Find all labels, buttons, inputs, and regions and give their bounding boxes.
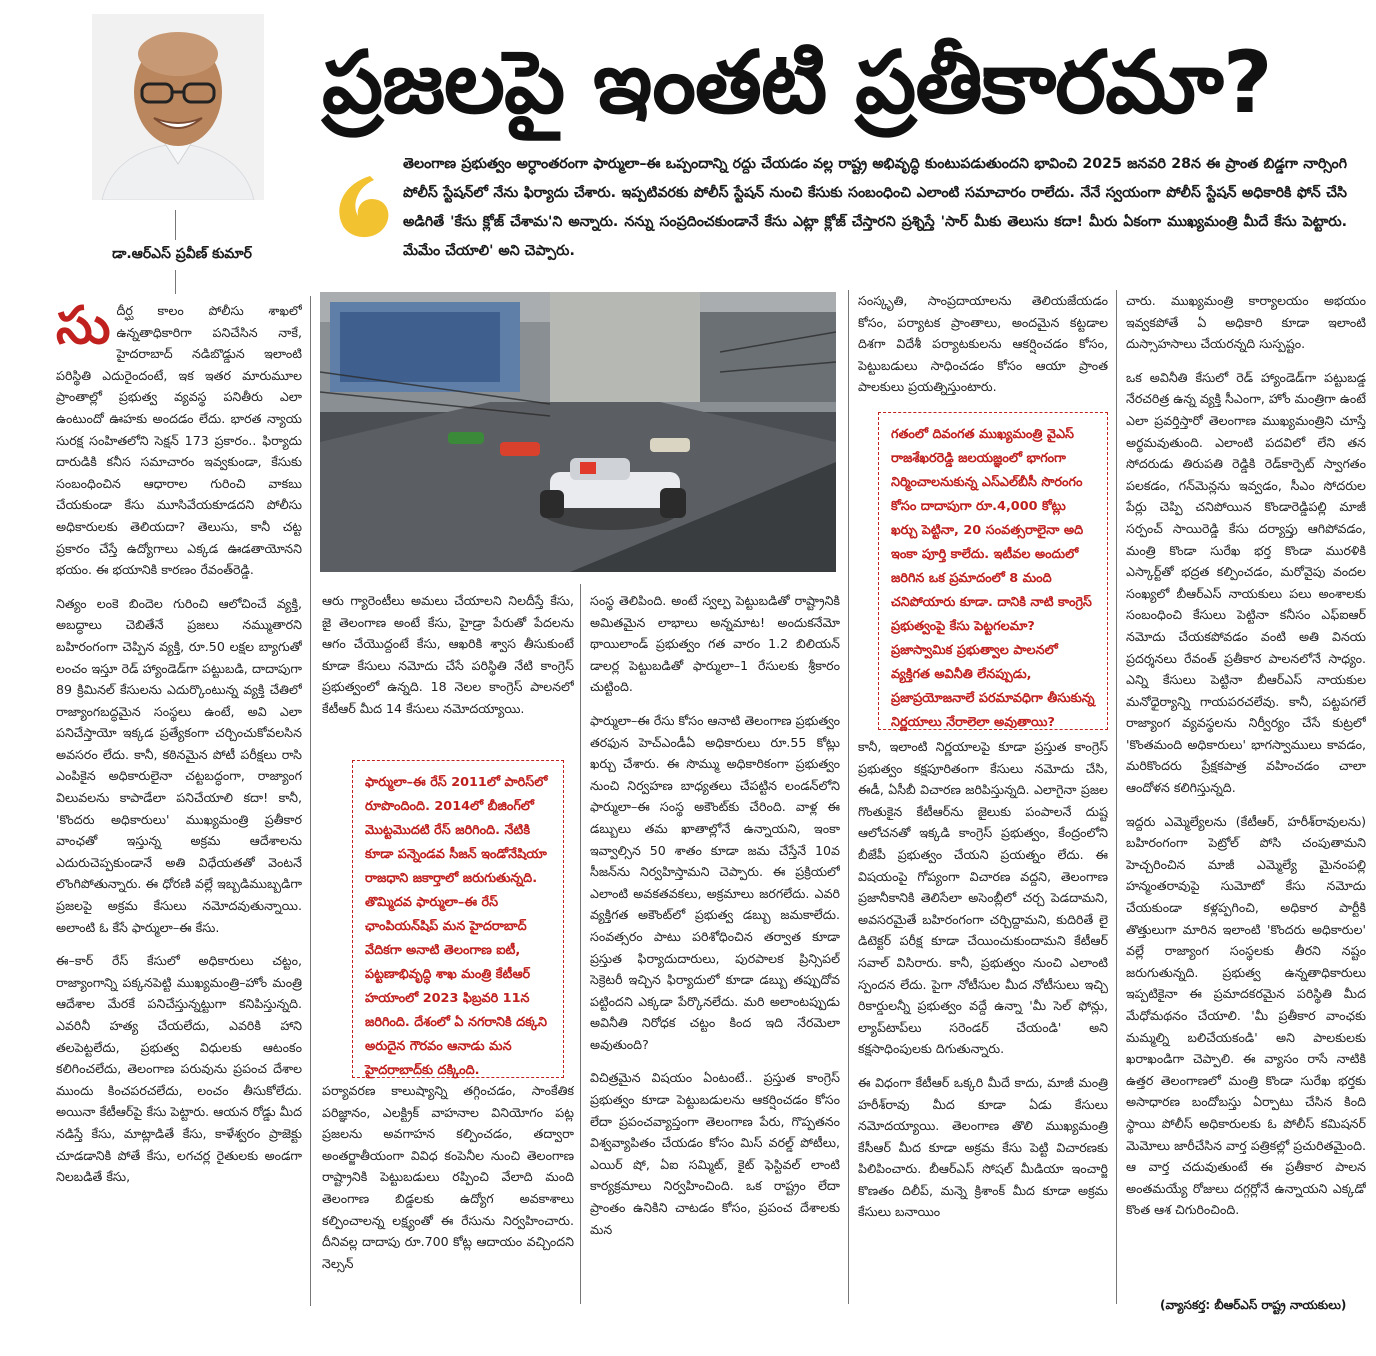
col4-paragraph-3: ఈ విధంగా కేటీఆర్ ఒక్కరి మీదే కాదు, మాజీ మంత్రి హరీశ్‌రావు మీద కూడా ఏడు కేసులు నమోదయ్యాయి. తెలంగాణ తొలి ముఖ్యమంత్రి కేసీఆర్ మీద కూడా అక్రమ కేసు పెట్టి విచారణకు పిలిపించారు. బీఆర్‌ఎస్ సోషల్ మీడియా ఇంచార్జి కొణతం దిలీప్, మన్నె క్రిశాంక్ మీద కూడా అక్రమ కేసులు బనాయిం: [858, 1074, 1108, 1220]
column-4-top: [858, 290, 1108, 400]
col1-paragraph-3: ఈ–కార్ రేస్ కేసులో అధికారులు చట్టం, రాజ్యాంగాన్ని పక్కనపెట్టి ముఖ్యమంత్రి–హోం మంత్రి ఆదేశాల మేరకే పనిచేస్తున్నట్టుగా కనిపిస్తున్నది. ఎవరినీ హత్య చేయలేదు, ఎవరికి హాని తలపెట్టలేదు, ప్రభుత్వ విధులకు ఆటంకం కలిగించలేదు, తెలంగాణ పరువును ప్రపంచ దేశాల ముందు కించపరచలేదు, లంచం తీసుకోలేదు. అయినా కేటీఆర్‌పై కేసు పెట్టారు. ఆయన రోడ్డు మీద నడిస్తే కేసు, మాట్లాడితే కేసు, కాళేశ్వరం ప్రాజెక్టు చూడడానికి పోతే కేసు, లగచర్ల రైతులకు అండగా నిలబడితే కేసు,: [56, 953, 302, 1185]
dropcap: సు: [56, 300, 111, 356]
col4-paragraph-2: కానీ, ఇలాంటి నిర్ణయాలపై కూడా ప్రస్తుత కాంగ్రెస్ ప్రభుత్వం కక్షపూరితంగా కేసులు నమోదు చేసి, ఈడీ, ఏసీబీ విచారణ జరిపిస్తున్నది. ఎలాగైనా ప్రజల గొంతుకైన కేటీఆర్‌ను జైలుకు పంపాలనే దుష్ట ఆలోచనతో ఇక్కడి కాంగ్రెస్ ప్రభుత్వం, కేంద్రంలోని బీజేపీ ప్రభుత్వం చేయని ప్రయత్నం లేదు. ఈ విషయంపై గోప్యంగా విచారణ వద్దని, తెలంగాణ ప్రజానీకానికి తెలిసేలా అసెంబ్లీలో చర్చ పెడదామని, అవసరమైతే బహిరంగంగా చర్చిద్దామని, కుదిరితే లై డిటెక్టర్ పరీక్ష కూడా చేయించుకుందామని కేటీఆర్ సవాల్ విసిరారు. కానీ, ప్రభుత్వం నుంచి ఎలాంటి స్పందన లేదు. పైగా నోటీసుల మీద నోటీసులు ఇచ్చి రికార్డులన్నీ ప్రభుత్వం వద్దే ఉన్నా 'మీ సెల్ ఫోన్లు, ల్యాప్‌టాప్‌లు సరెండర్ చేయండి' అని కక్షసాధింపులకు దిగుతున్నారు.: [858, 739, 1108, 1057]
col5-paragraph-2: ఒక అవినీతి కేసులో రెడ్ హ్యాండెడ్‌గా పట్టుబడ్డ నేరచరిత్ర ఉన్న వ్యక్తి సీఎంగా, హోం మంత్రిగా ఉంటే ఎలా ప్రవర్తిస్తారో తెలంగాణ ముఖ్యమంత్రిని చూస్తే అర్థమవుతుంది. ఎలాంటి పదవిలో లేని తన సోదరుడు తిరుపతి రెడ్డికి రెడ్‌కార్పెట్ స్వాగతం పలకడం, గన్‌మెన్లను ఇవ్వడం, సీఎం సోదరుల పేర్లు చెప్పి చనిపోయిన కొండారెడ్డిపల్లి మాజీ సర్పంచ్ సాయిరెడ్డి కేసు దర్యాప్తు ఆగిపోవడం, మంత్రి కొండా సురేఖ భర్త కొండా మురళికి ఎస్కార్ట్‌తో భద్రత కల్పించడం, మరోవైపు వందల సంఖ్యలో బీఆర్‌ఎస్ నాయకులు పలు అంశాలకు సంబంధించి కేసులు పెట్టినా కనీసం ఎఫ్‌ఐఆర్ నమోదు చేయకపోవడం వంటి అతి వినయ ప్రదర్శనలు రేవంత్ ప్రతీకార పాలనలోనే సాధ్యం. ఎన్ని కేసులు పెట్టినా బీఆర్‌ఎస్ నాయకుల మనోధైర్యాన్ని గాయపరచలేవు. కానీ, పట్టపగలే రాజ్యాంగ వ్యవస్థలను నిర్వీర్యం చేసే కుట్రలో 'కొంతమంది అధికారులు' భాగస్వాములు కావడం, మరికొందరు ప్రేక్షకపాత్ర వహించడం చాలా ఆందోళన కలిగిస్తున్నది.: [1126, 369, 1366, 796]
column-2-bottom: [322, 1080, 574, 1300]
col3-paragraph-3: విచిత్రమైన విషయం ఏంటంటే.. ప్రస్తుత కాంగ్రెస్ ప్రభుత్వం కూడా పెట్టుబడులను ఆకర్షించడం కోసం లేదా ప్రపంచవ్యాప్తంగా తెలంగాణ పేరు, గొప్పతనం విశ్వవ్యాపితం చేయడం కోసం మిస్ వరల్డ్ పోటీలు, ఎయిర్ షో, ఏఐ సమ్మిట్, కైట్ ఫెస్టివల్ లాంటి కార్యక్రమాలు నిర్వహించింది. ఒక రాష్ట్రం లేదా ప్రాంతం ఉనికిని చాటడం కోసం, ప్రపంచ దేశాలకు మన: [590, 1070, 840, 1237]
column-divider-4: [1116, 290, 1117, 1304]
col4-paragraph-1: సంస్కృతి, సాంప్రదాయాలను తెలియజేయడం కోసం, పర్యాటక ప్రాంతాలు, అందమైన కట్టడాల దిశగా విదేశీ పర్యాటకులను ఆకర్షించడం కోసం, పెట్టుబడులు సాధించడం కోసం ఆయా ప్రాంత పాలకులు ప్రయత్నిస్తుంటారు.: [858, 293, 1108, 395]
author-name: డా.ఆర్‌ఎస్ ప్రవీణ్ కుమార్: [112, 246, 252, 262]
author-photo: [92, 14, 264, 200]
column-3: [590, 590, 840, 1302]
author-connector-top: [175, 210, 176, 240]
col1-paragraph-1: దీర్ఘ కాలం పోలీసు శాఖలో ఉన్నతాధికారిగా పనిచేసిన నాకే, హైదరాబాద్ నడిబొడ్డున ఇలాంటి పరిస్థితి ఎదురైందంటే, ఇక ఇతర మారుమూల ప్రాంతాల్లో ప్రభుత్వ వ్యవస్థ పనితీరు ఎలా ఉంటుందో ఊహకు అందడం లేదు. భారత న్యాయ సురక్ష సంహితలోని సెక్షన్ 173 ప్రకారం.. ఫిర్యాదు దారుడికి కనీస సమాచారం ఇవ్వకుండా, కేసుకు సంబంధించిన ఆధారాల గురించి వాకబు చేయకుండా కేసు మూసివేయకూడదని పోలీసు అధికారులకు తెలియదా? తెలుసు, కానీ చట్ట ప్రకారం చేస్తే ఉద్యోగాలు ఎక్కడ ఊడతాయోనని భయం. ఈ భయానికి కారణం రేవంత్‌రెడ్డి.: [56, 303, 302, 578]
col3-paragraph-1: సంస్థ తెలిపింది. అంటే స్వల్ప పెట్టుబడితో రాష్ట్రానికి అమితమైన లాభాలు అన్నమాట! అందుకనేమో థాయిలాండ్ ప్రభుత్వం గత వారం 1.2 బిలియన్ డాలర్ల పెట్టుబడితో ఫార్ములా–1 రేసులకు శ్రీకారం చుట్టింది.: [590, 593, 840, 695]
headline: ప్రజలపై ఇంతటి ప్రతీకారమా?: [322, 33, 1272, 133]
col3-paragraph-2: ఫార్ములా–ఈ రేసు కోసం ఆనాటి తెలంగాణ ప్రభుత్వం తరఫున హెచ్‌ఎండీఏ అధికారులు రూ.55 కోట్లు ఖర్చు చేశారు. ఈ సొమ్ము అధికారికంగా ప్రభుత్వం నుంచి నిర్వహణ బాధ్యతలు చేపట్టిన లండన్‌లోని ఫార్ములా–ఈ సంస్థ అకౌంట్‌కు చేరింది. వాళ్ల ఈ డబ్బులు తమ ఖాతాల్లోనే ఉన్నాయని, ఇంకా ఇవ్వాల్సిన 50 శాతం కూడా జమ చేస్తేనే 10వ సీజన్‌ను నిర్వహిస్తామని చెప్పారు. ఈ ప్రక్రియలో ఎలాంటి అవకతవకలు, అక్రమాలు జరగలేదు. ఎవరి వ్యక్తిగత అకౌంట్‌లో ప్రభుత్వ డబ్బు జమకాలేదు. సంవత్సరం పాటు పరిశోధించిన తర్వాత కూడా ప్రస్తుత ఫిర్యాదుదారులు, పురపాలక ప్రిన్సిపల్ సెక్రెటరీ ఇచ్చిన ఫిర్యాదులో కూడా డబ్బు తప్పుదోవ పట్టిందని ఎక్కడా పేర్కొనలేదు. మరి అలాంటప్పుడు అవినీతి నిరోధక చట్టం కింద ఇది నేరమెలా అవుతుంది?: [590, 712, 840, 1052]
author-credit: (వ్యాసకర్త: బీఆర్‌ఎస్ రాష్ట్ర నాయకులు): [1160, 1298, 1347, 1312]
lead-paragraph: తెలంగాణ ప్రభుత్వం అర్ధాంతరంగా ఫార్ములా–ఈ ఒప్పందాన్ని రద్దు చేయడం వల్ల రాష్ట్ర అభివృద్ధి కుంటుపడుతుందని భావించి 2025 జనవరి 28న ఈ ప్రాంత బిడ్డగా నార్సింగి పోలీస్ స్టేషన్‌లో నేను ఫిర్యాదు చేశారు. ఇప్పటివరకు పోలీస్ స్టేషన్ నుంచి కేసుకు సంబంధించి ఎలాంటి సమాచారం రాలేదు. నేనే స్వయంగా పోలీస్ స్టేషన్ అధికారికి ఫోన్ చేసి అడిగితే 'కేసు క్లోజ్ చేశామ'ని అన్నారు. నన్ను సంప్రదించకుండానే కేసు ఎట్లా క్లోజ్ చేస్తారని ప్రశ్నిస్తే 'సార్ మీకు తెలుసు కదా! మీరు ఏకంగా ముఖ్యమంత్రి మీదే కేసు పెట్టారు. మేమేం చేయాలి' అని చెప్పారు.: [403, 156, 1347, 259]
column-divider-3: [848, 290, 849, 1304]
author-connector-bottom: [175, 270, 176, 294]
column-1: [56, 300, 302, 1300]
column-2-top: [322, 590, 574, 740]
fact-box-formula-e-history: ఫార్ములా–ఈ రేస్ 2011లో పారిస్‌లో రూపొందింది. 2014లో బీజింగ్‌లో మొట్టమొదటి రేస్ జరిగింది. నేటికి కూడా పన్నెండవ సీజన్ ఇండోనేషియా రాజధాని జకార్తాలో జరుగుతున్నది. తొమ్మిదవ ఫార్ములా–ఈ రేస్ ఛాంపియన్‌షిప్ మన హైదరాబాద్ వేదికగా అనాటి తెలంగాణ ఐటీ, పట్టణాభివృద్ధి శాఖ మంత్రి కేటీఆర్ హయాంలో 2023 ఫిబ్రవరి 11న జరిగింది. దేశంలో ఏ నగరానికి దక్కని అరుదైన గౌరవం ఆనాడు మన హైదరాబాద్‌కు దక్కింది.: [352, 760, 564, 1078]
col5-paragraph-1: చారు. ముఖ్యమంత్రి కార్యాలయం అభయం ఇవ్వకపోతే ఏ అధికారి కూడా ఇలాంటి దుస్సాహసాలు చేయరన్నది సుస్పష్టం.: [1126, 293, 1366, 352]
column-divider-1: [310, 296, 311, 1306]
column-divider-2: [580, 584, 581, 1304]
formula-e-race-photo: [320, 292, 836, 572]
col5-paragraph-3: ఇద్దరు ఎమ్మెల్యేలను (కేటీఆర్, హరీశ్‌రావులను) బహిరంగంగా పెట్రోల్ పోసి చంపుతామని హెచ్చరించిన మాజీ ఎమ్మెల్యే మైనంపల్లి హన్మంతరావుపై సుమోటో కేసు నమోదు చేయకుండా కళ్లప్పగించి, అధికార పార్టీకి తొత్తులుగా మారిన ఇలాంటి 'కొందరు అధికారుల' వల్లే రాజ్యాంగ సంస్థలకు తీరని నష్టం జరుగుతున్నది. ప్రభుత్వ ఉన్నతాధికారులు ఇప్పటికైనా ఈ ప్రమాదకరమైన పరిస్థితి మీద మేధోమథనం చేయాలి. 'మీ ప్రతీకార వాంఛకు మమ్మల్ని బలిచేయకండి' అని పాలకులకు ఖరాఖండిగా చెప్పాలి. ఈ వ్యాసం రాసే నాటికి ఉత్తర తెలంగాణలో మంత్రి కొండా సురేఖ భర్తకు అసాధారణ బందోబస్తు ఏర్పాటు చేసిన కింది స్థాయి పోలీస్ అధికారులకు ఓ పోలీస్ కమిషనర్ మెమోలు జారీచేసిన వార్త పత్రికల్లో ప్రచురితమైంది. ఆ వార్త చదువుతుంటే ఈ ప్రతీకార పాలన అంతమయ్యే రోజులు దగ్గర్లోనే ఉన్నాయని ఎక్కడో కొంత ఆశ చిగురించింది.: [1126, 813, 1366, 1218]
col1-paragraph-2: నిత్యం లంకె బిందెల గురించి ఆలోచించే వ్యక్తి, అబద్ధాలు చెబితేనే ప్రజలు నమ్ముతారని బహిరంగంగా చెప్పిన వ్యక్తి, రూ.50 లక్షల బ్యాగుతో లంచం ఇస్తూ రెడ్ హ్యాండెడ్‌గా పట్టుబడి, దాదాపుగా 89 క్రిమినల్ కేసులను ఎదుర్కొంటున్న వ్యక్తి చేతిలో రాజ్యాంగబద్ధమైన సంస్థలు ఉంటే, అవి ఎలా పనిచేస్తాయో ఇక్కడ ప్రత్యేకంగా చర్చించుకోవలసిన అవసరం లేదు. కానీ, కఠినమైన పోటీ పరీక్షలు రాసి ఎంపికైన అధికారులైనా చట్టబద్ధంగా, రాజ్యాంగ విలువలను కాపాడేలా పనిచేయాలి కదా! కానీ, 'కొందరు అధికారులు' ముఖ్యమంత్రి ప్రతీకార వాంఛతో ఇస్తున్న అక్రమ ఆదేశాలను ఎదురుచెప్పకుండానే అతి విధేయతతో వెంటనే లొంగిపోతున్నారు. ఈ ధోరణి వల్లే ఇబ్బడిముబ్బడిగా ప్రజలపై అక్రమ కేసులు నమోదవుతున్నాయి. అలాంటి ఓ కేసే ఫార్ములా–ఈ కేసు.: [56, 595, 302, 935]
column-5: [1126, 290, 1366, 1292]
col2-paragraph-1: ఆరు గ్యారెంటీలు అమలు చేయాలని నిలదీస్తే కేసు, జై తెలంగాణ అంటే కేసు, హైడ్రా పేరుతో పేదలను ఆగం చేయొద్దంటే కేసు, ఆఖరికి శ్వాస తీసుకుంటే కూడా కేసులు నమోదు చేసే పరిస్థితి నేటి కాంగ్రెస్ ప్రభుత్వంలో ఉన్నది. 18 నెలల కాంగ్రెస్ పాలనలో కేటీఆర్ మీద 14 కేసులు నమోదయ్యాయి.: [322, 593, 574, 716]
column-4-bottom: [858, 736, 1108, 1302]
quote-mark-icon: [330, 172, 394, 242]
col2-paragraph-2: పర్యావరణ కాలుష్యాన్ని తగ్గించడం, సాంకేతిక పరిజ్ఞానం, ఎలక్ట్రిక్ వాహనాల వినియోగం పట్ల ప్రజలను అవగాహన కల్పించడం, తద్వారా అంతర్జాతీయంగా వివిధ కంపెనీల నుంచి తెలంగాణ రాష్ట్రానికి పెట్టుబడులు రప్పించి వేలాది మంది తెలంగాణ బిడ్డలకు ఉద్యోగ అవకాశాలు కల్పించాలన్న లక్ష్యంతో ఈ రేసును నిర్వహించారు. దీనివల్ల దాదాపు రూ.700 కోట్ల ఆదాయం వచ్చిందని నెల్సన్: [322, 1083, 574, 1271]
fact-box-slbc-tunnel: గతంలో దివంగత ముఖ్యమంత్రి వైఎస్ రాజశేఖరరెడ్డి జలయజ్ఞంలో భాగంగా నిర్మించాలనుకున్న ఎస్‌ఎల్‌బీసీ సొరంగం కోసం దాదాపుగా రూ.4,000 కోట్లు ఖర్చు పెట్టినా, 20 సంవత్సరాలైనా అది ఇంకా పూర్తి కాలేదు. ఇటీవల అందులో జరిగిన ఒక ప్రమాదంలో 8 మంది చనిపోయారు కూడా. దానికి నాటి కాంగ్రెస్ ప్రభుత్వంపై కేసు పెట్టగలమా? ప్రజాస్వామిక ప్రభుత్వాల పాలనలో వ్యక్తిగత అవినీతి లేనప్పుడు, ప్రజాప్రయోజనాలే పరమావధిగా తీసుకున్న నిర్ణయాలు నేరాలెలా అవుతాయి?: [878, 412, 1108, 730]
